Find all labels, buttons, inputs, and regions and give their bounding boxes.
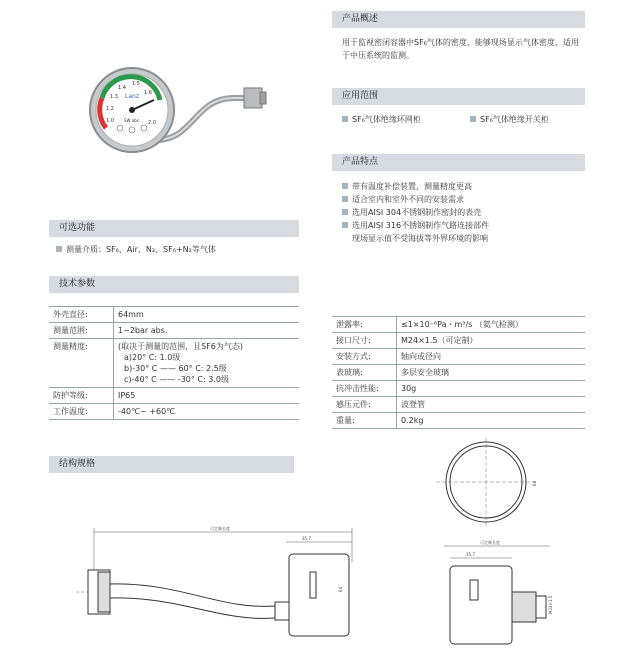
table-row: 测量范围: 1~2bar abs. xyxy=(49,323,299,339)
dim-adjustable-length-2: 可定制长度 xyxy=(480,540,500,545)
specs-table-left xyxy=(49,306,299,420)
gauge-brand: Lanz xyxy=(125,93,139,100)
applications-header: 应用范围 xyxy=(332,88,585,105)
bullet-square-icon xyxy=(470,116,476,122)
side-view-drawing xyxy=(70,522,370,652)
gauge-tick: 1.2 xyxy=(106,106,114,112)
dim-64: 64 xyxy=(338,586,343,592)
table-row: 外壳直径: 64mm xyxy=(49,307,299,323)
feature-item: 选用AISI 316不锈钢制作气路连接部件 xyxy=(342,219,592,232)
options-text: 测量介质：SF₆、Air、N₂、SF₆+N₂等气体 xyxy=(56,243,216,256)
structure-header: 结构规格 xyxy=(49,456,294,473)
table-row: 安装方式: 轴向或径向 xyxy=(332,349,585,365)
gauge-tick: 1.5 xyxy=(132,81,140,87)
dim-35-7-2: 35.7 xyxy=(466,552,475,557)
dim-m24: M24×1.5 xyxy=(548,595,553,614)
table-row: 表玻璃: 多层安全玻璃 xyxy=(332,365,585,381)
dim-64-front: 64 xyxy=(532,480,537,486)
gauge-tick: 1.6 xyxy=(144,90,152,96)
feature-item: 带有温度补偿装置，测量精度更高 xyxy=(342,180,592,193)
bullet-square-icon xyxy=(56,246,62,252)
overview-header: 产品概述 xyxy=(332,11,585,28)
radial-view-drawing xyxy=(430,536,560,652)
specs-table-right xyxy=(332,316,585,429)
overview-text: 用于监视密闭容器中SF₆气体的密度，能够现场显示气体密度，适用于中压系统的监测。 xyxy=(342,38,579,60)
table-row: 抗冲击性能: 30g xyxy=(332,381,585,397)
gauge-unit: SW abs. xyxy=(123,118,141,123)
feature-item: 选用AISI 304不锈钢制作密封的表壳 xyxy=(342,206,592,219)
bullet-square-icon xyxy=(342,183,348,189)
feature-extra: 现场显示值不受海拔等外界环境的影响 xyxy=(352,234,488,243)
front-view-drawing xyxy=(436,436,546,528)
options-header: 可选功能 xyxy=(49,220,299,237)
gauge-product-image xyxy=(84,58,284,168)
gauge-tick: 1.0 xyxy=(106,118,114,124)
table-row: 防护等级: IP65 xyxy=(49,388,299,404)
features-list xyxy=(342,180,592,245)
application-item-2: SF₆气体绝缘开关柜 xyxy=(470,113,549,126)
gauge-tick: 1.3 xyxy=(110,94,118,100)
table-row: 重量: 0.2kg xyxy=(332,413,585,429)
gauge-tick: 1.4 xyxy=(118,85,126,91)
feature-item: 适合室内和室外不同的安装需求 xyxy=(342,193,592,206)
bullet-square-icon xyxy=(342,209,348,215)
table-row: 工作温度: -40℃~ +60℃ xyxy=(49,404,299,420)
dim-35-7: 35.7 xyxy=(302,536,311,541)
table-row: 测量精度: (取决于测量的范围，且SF6为气态) a)20° C: 1.0级 b)-30° C —— 60° C: 2.5级 c)-40° C —— -30° C: 3.0级 xyxy=(49,339,299,388)
table-row: 感压元件: 波登管 xyxy=(332,397,585,413)
table-row: 泄露率: ≤1×10⁻⁶Pa・m³/s （氦气检测） xyxy=(332,317,585,333)
bullet-square-icon xyxy=(342,222,348,228)
gauge-tick: 2.0 xyxy=(148,120,156,126)
features-header: 产品特点 xyxy=(332,154,585,171)
dim-adjustable-length: 可定制长度 xyxy=(210,526,230,531)
application-item-1: SF₆气体绝缘环网柜 xyxy=(342,113,421,126)
table-row: 接口尺寸: M24×1.5（可定制） xyxy=(332,333,585,349)
bullet-square-icon xyxy=(342,116,348,122)
bullet-square-icon xyxy=(342,196,348,202)
specs-header: 技术参数 xyxy=(49,276,299,293)
